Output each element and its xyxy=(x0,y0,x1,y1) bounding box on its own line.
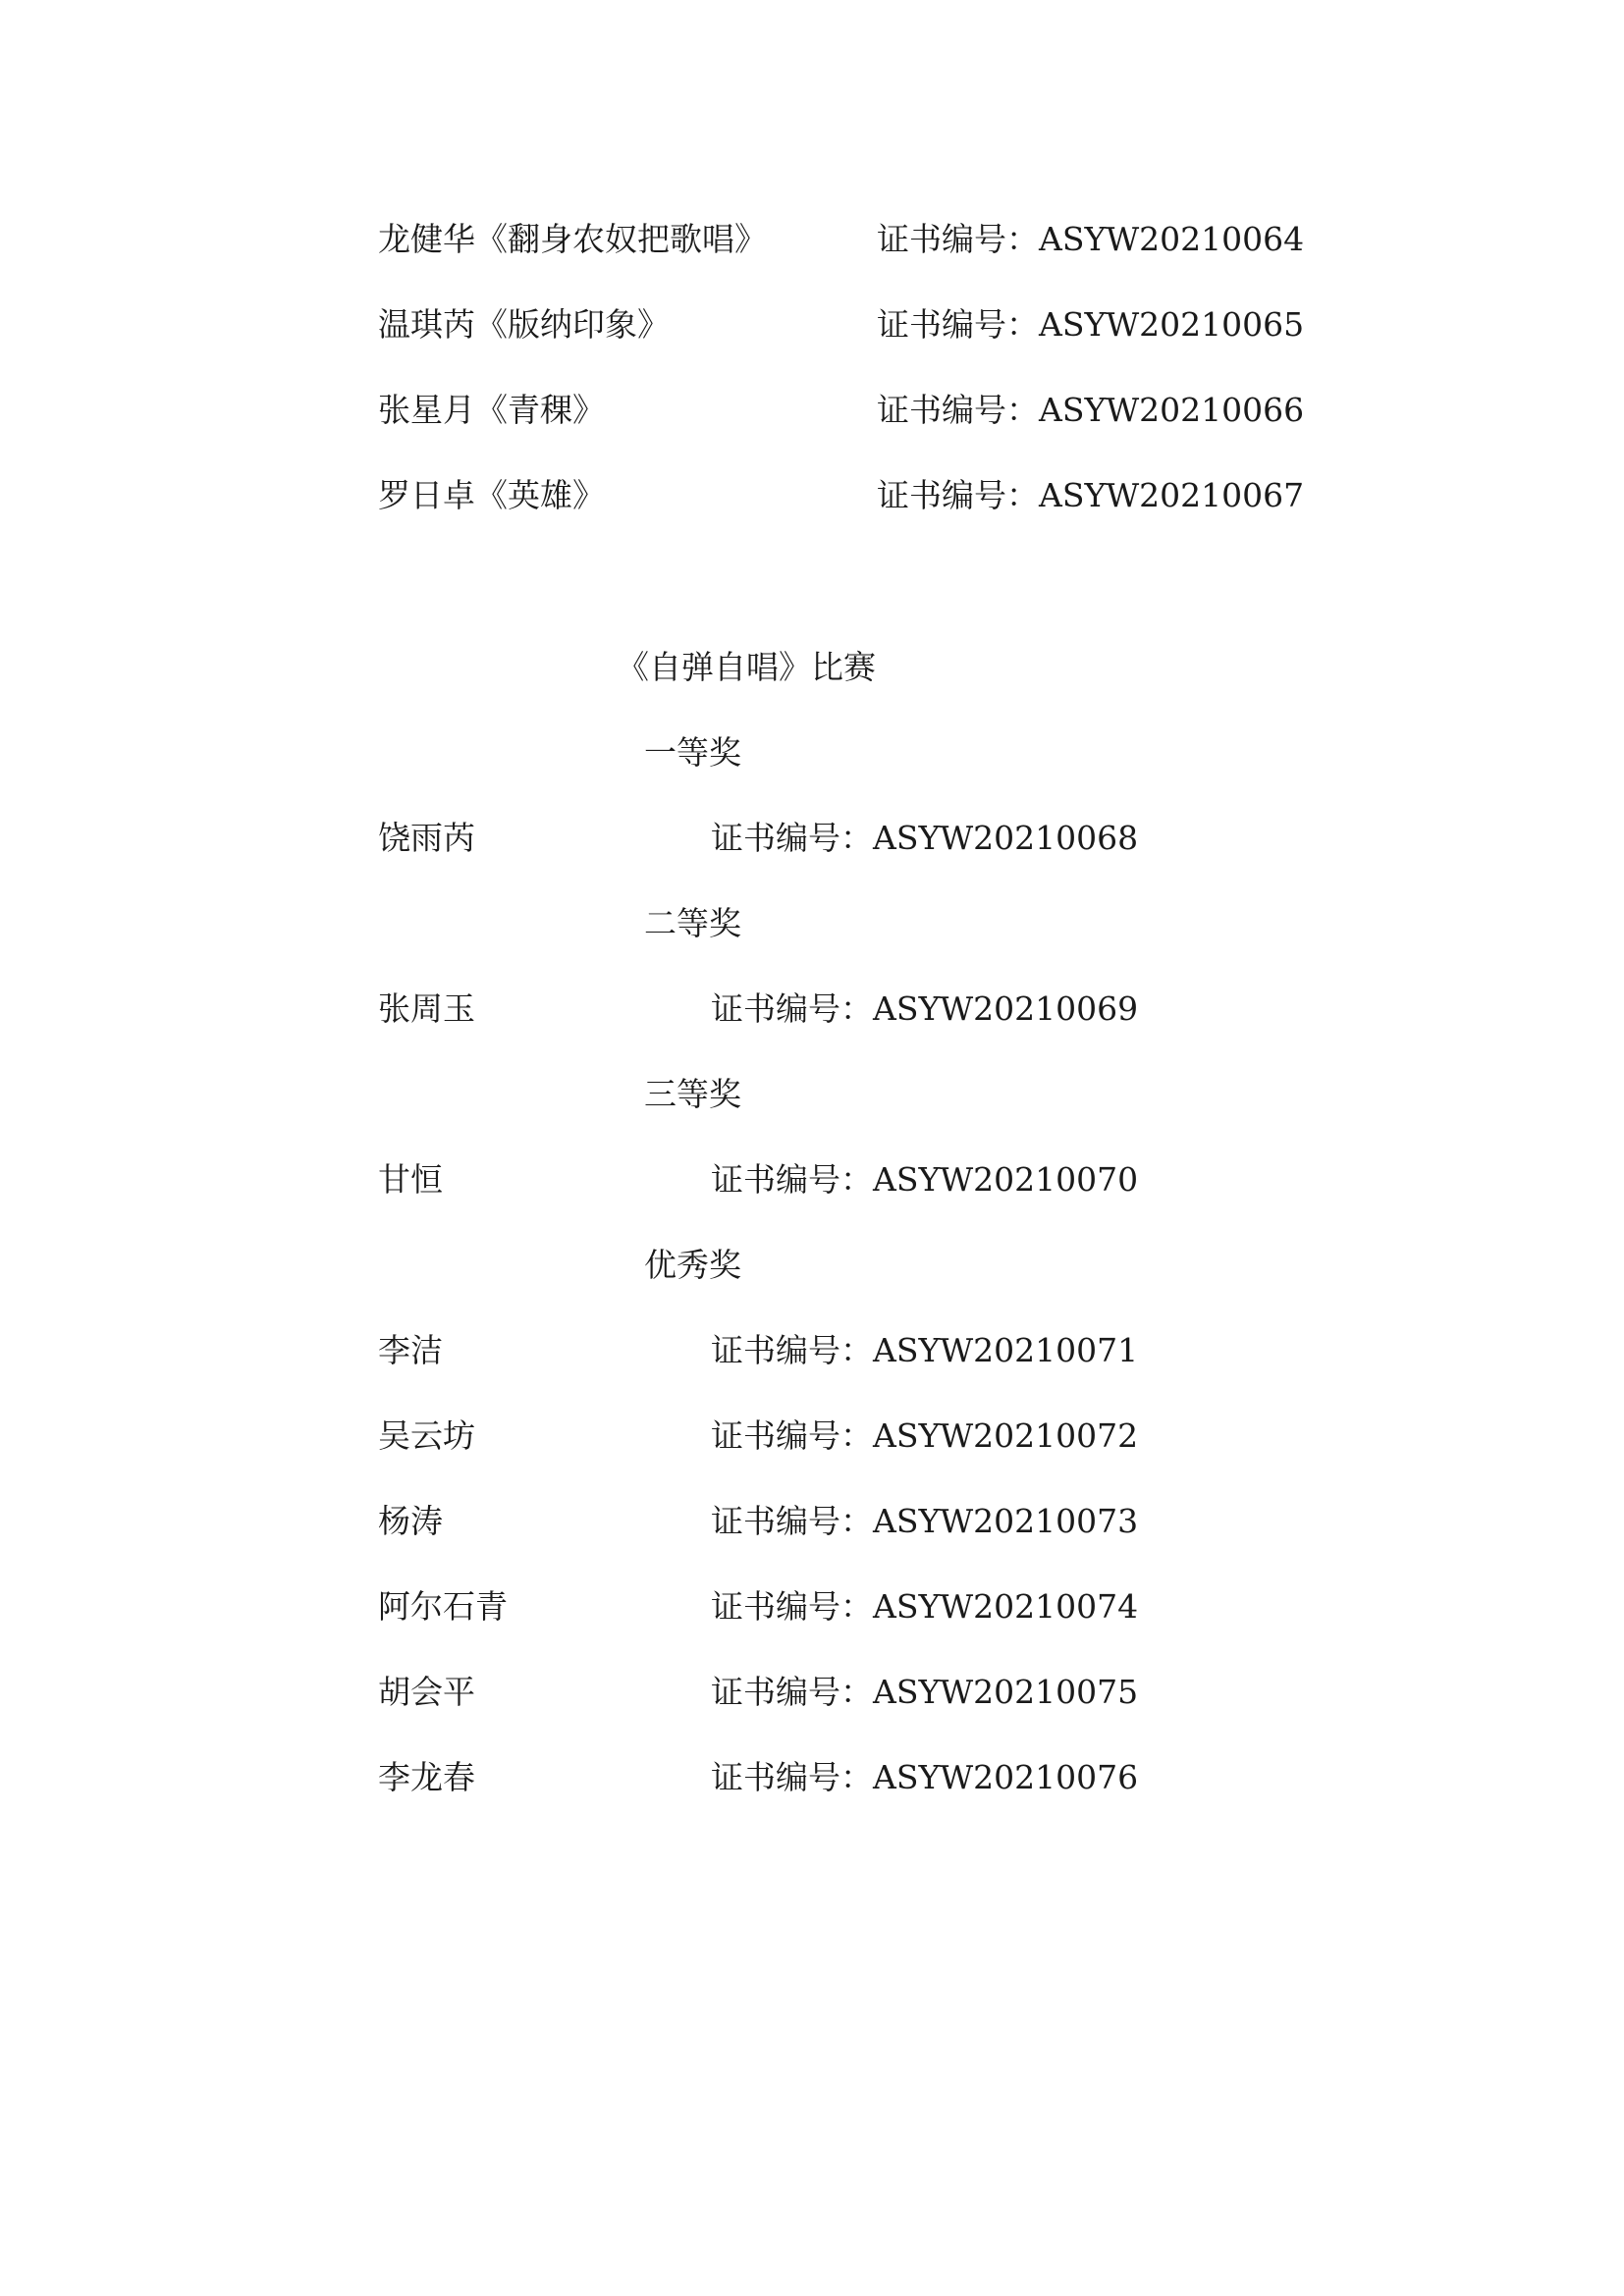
certificate-number: 证书编号：ASYW20210067 xyxy=(877,476,1305,514)
certificate-number: 证书编号：ASYW20210066 xyxy=(877,391,1305,429)
certificate-number: 证书编号：ASYW20210075 xyxy=(711,1673,1139,1711)
winner-name: 饶雨芮 xyxy=(378,819,475,857)
winner-name: 阿尔石青 xyxy=(378,1587,508,1626)
winner-name: 胡会平 xyxy=(378,1673,475,1711)
winner-name: 杨涛 xyxy=(378,1502,443,1540)
award-name: 龙健华《翻身农奴把歌唱》 xyxy=(378,220,767,258)
winner-name: 张周玉 xyxy=(378,989,475,1028)
winner-name: 李洁 xyxy=(378,1331,443,1369)
certificate-number: 证书编号：ASYW20210070 xyxy=(711,1160,1139,1199)
winner-name: 甘恒 xyxy=(378,1160,443,1199)
certificate-number: 证书编号：ASYW20210074 xyxy=(711,1587,1139,1626)
certificate-number: 证书编号：ASYW20210073 xyxy=(711,1502,1139,1540)
second-prize-heading: 二等奖 xyxy=(644,904,741,942)
certificate-number: 证书编号：ASYW20210065 xyxy=(877,305,1305,344)
award-name: 张星月《青稞》 xyxy=(378,391,605,429)
award-name: 罗日卓《英雄》 xyxy=(378,476,605,514)
excellence-prize-heading: 优秀奖 xyxy=(644,1246,741,1284)
third-prize-heading: 三等奖 xyxy=(644,1075,741,1113)
certificate-number: 证书编号：ASYW20210069 xyxy=(711,989,1139,1028)
certificate-number: 证书编号：ASYW20210068 xyxy=(711,819,1139,857)
winner-name: 李龙春 xyxy=(378,1758,475,1796)
certificate-number: 证书编号：ASYW20210076 xyxy=(711,1758,1139,1796)
first-prize-heading: 一等奖 xyxy=(644,733,741,772)
certificate-number: 证书编号：ASYW20210064 xyxy=(877,220,1305,258)
certificate-number: 证书编号：ASYW20210071 xyxy=(711,1331,1139,1369)
award-name: 温琪芮《版纳印象》 xyxy=(378,305,670,344)
certificate-number: 证书编号：ASYW20210072 xyxy=(711,1416,1139,1455)
competition-title: 《自弹自唱》比赛 xyxy=(617,648,876,686)
winner-name: 吴云坊 xyxy=(378,1416,475,1455)
